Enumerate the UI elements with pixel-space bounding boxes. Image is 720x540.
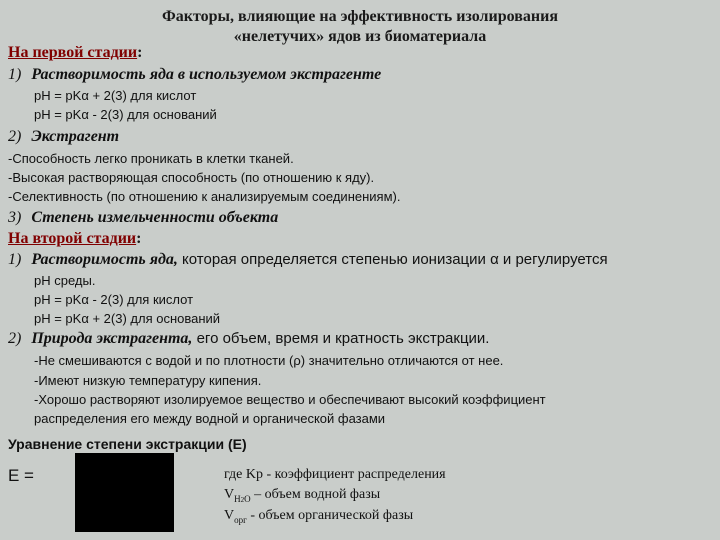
formula-line: pH = pKα + 2(3) для кислот: [34, 88, 197, 103]
stage-1-heading: На первой стадии:: [8, 44, 143, 61]
list-item: -Способность легко проникать в клетки тканей.: [8, 151, 294, 166]
stage-1-item-3-title: Степень измельченности объекта: [31, 209, 279, 226]
equation-heading: Уравнение степени экстракции (E): [8, 436, 247, 452]
formula-line: pH = pKα + 2(3) для оснований: [34, 311, 221, 326]
legend-water-volume: $V_{H2O}$ – объем водной фазы: [224, 487, 381, 504]
formula-line: pH = pKα - 2(3) для оснований: [34, 107, 217, 122]
equation-formula-image: [75, 453, 174, 532]
list-item: -Высокая растворяющая способность (по отношению к яду).: [8, 170, 375, 185]
list-item: -Не смешиваются с водой и по плотности (ρ) значительно отличаются от нее.: [34, 353, 504, 368]
stage-2-label: На второй стадии: [8, 230, 137, 247]
formula-line: pH среды.: [34, 273, 96, 288]
list-item: -Селективность (по отношению к анализируемым соединениям).: [8, 189, 401, 204]
legend-organic-volume: $V_{орг}$ - объем органической фазы: [224, 508, 414, 525]
stage-1-item-1: 1) Растворимость яда в используемом экстрагенте: [8, 66, 382, 83]
list-item: распределения его между водной и органической фазами: [34, 411, 386, 426]
stage-2-heading: На второй стадии:: [8, 230, 142, 247]
stage-2-item-2-title: Природа экстрагента,: [31, 330, 193, 347]
stage-2-item-1-title: Растворимость яда,: [31, 251, 178, 268]
slide-title-line-1: Факторы, влияющие на эффективность изолирования: [162, 8, 558, 25]
stage-2-item-2: 2) Природа экстрагента, его объем, время и кратность экстракции.: [8, 330, 490, 347]
stage-2-item-1: 1) Растворимость яда, которая определяется степенью ионизации α и регулируется: [8, 251, 608, 268]
formula-line: pH = pKα - 2(3) для кислот: [34, 292, 194, 307]
stage-1-item-1-title: Растворимость яда в используемом экстрагенте: [31, 66, 382, 83]
list-item: -Имеют низкую температуру кипения.: [34, 373, 262, 388]
list-item: -Хорошо растворяют изолируемое вещество и обеспечивают высокий коэффициент: [34, 392, 546, 407]
slide-title-line-2: «нелетучих» ядов из биоматериала: [233, 28, 487, 45]
stage-1-item-3: 3) Степень измельченности объекта: [8, 209, 279, 226]
stage-1-item-2: 2) Экстрагент: [8, 128, 120, 145]
stage-1-label: На первой стадии: [8, 44, 138, 61]
stage-1-item-2-title: Экстрагент: [31, 128, 120, 145]
equation-lhs: E =: [8, 466, 34, 485]
legend-kp: где Kр - коэффициент распределения: [224, 467, 446, 482]
